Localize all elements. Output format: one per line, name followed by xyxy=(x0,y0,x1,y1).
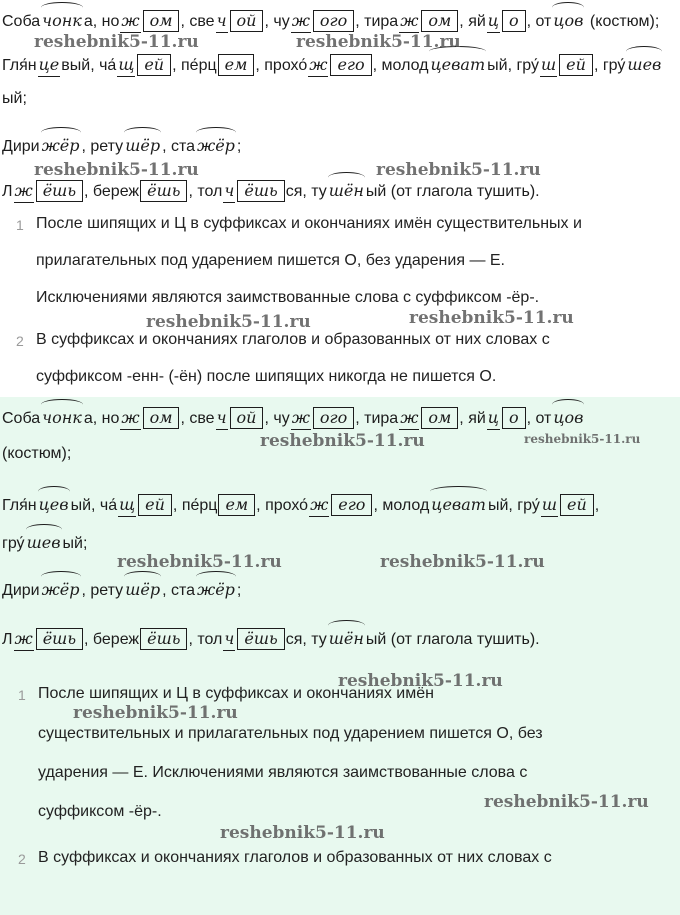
text-segment: ый, ча́ xyxy=(70,497,118,514)
morpheme-underline: ж xyxy=(399,407,419,430)
text-segment: ся, ту xyxy=(285,183,327,200)
example-line xyxy=(2,52,663,77)
morpheme-underline: щ xyxy=(118,494,136,517)
text-segment: ый; xyxy=(62,535,88,552)
text-segment: вый, ча́ xyxy=(61,57,117,74)
suffix-arc-mark xyxy=(124,571,161,582)
ending-box: ом xyxy=(421,407,458,429)
text-segment: , гру́ xyxy=(593,57,626,74)
suffix-arc-mark xyxy=(196,127,236,138)
suffix-arc-mark xyxy=(41,399,83,410)
morpheme-underline: ц xyxy=(487,10,500,33)
text-segment: , молод xyxy=(373,497,430,514)
text-segment: ый; xyxy=(2,90,27,107)
text-segment: , све xyxy=(180,13,215,30)
text-segment: ; xyxy=(236,138,242,155)
text-segment: , ста xyxy=(162,138,195,155)
ending-box: ей xyxy=(137,54,171,76)
text-segment: Соба xyxy=(2,410,41,427)
watermark: reshebnik5-11.ru xyxy=(338,671,503,691)
text-segment: ый (от глагола тушить). xyxy=(365,631,540,648)
rule-text: ударения — Е. Исключениями являются заимствованные слова с xyxy=(38,764,528,781)
text-segment: , тира xyxy=(355,13,399,30)
text-segment: Дири xyxy=(2,138,40,155)
text-segment: гру́ xyxy=(2,535,25,552)
ending-box: ёшь xyxy=(36,628,83,650)
morpheme-underline: ч xyxy=(216,407,228,430)
suffix-arc: шён xyxy=(328,626,365,650)
text-segment: ый, гру́ xyxy=(487,497,540,514)
text-segment: (костюм); xyxy=(2,445,72,462)
answer-section-1 xyxy=(0,0,680,397)
rule-text: прилагательных под ударением пишется О, без ударения — Е. xyxy=(36,252,505,269)
ending-box: ого xyxy=(313,407,354,429)
ending-box: ёшь xyxy=(140,180,187,202)
text-segment: Л xyxy=(2,183,13,200)
suffix-arc: цов xyxy=(552,8,584,32)
example-line xyxy=(2,178,540,203)
text-segment: , береж xyxy=(84,631,140,648)
ending-box: ом xyxy=(143,10,180,32)
text-segment: , пе́рц xyxy=(172,57,217,74)
watermark: reshebnik5-11.ru xyxy=(376,160,541,180)
suffix-arc: жёр xyxy=(196,133,236,157)
text-segment: , чу xyxy=(264,410,290,427)
morpheme-underline: ж xyxy=(291,10,311,33)
rule-text: В суффиксах и окончаниях глаголов и образованных от них словах с xyxy=(36,331,550,348)
rule-number: 1 xyxy=(18,687,26,703)
answer-section-2 xyxy=(0,397,680,915)
suffix-arc: шёр xyxy=(124,577,161,601)
morpheme-underline: ц xyxy=(487,407,500,430)
suffix-arc: чонк xyxy=(41,405,83,429)
morpheme-underline: це xyxy=(38,54,61,77)
text-segment: , яй xyxy=(459,410,486,427)
rule-number: 2 xyxy=(16,333,24,349)
ending-box: его xyxy=(331,494,372,516)
morpheme-underline: ч xyxy=(223,180,235,203)
watermark: reshebnik5-11.ru xyxy=(409,308,574,328)
example-line xyxy=(2,405,585,430)
morpheme-underline: ж xyxy=(120,407,140,430)
text-segment: , молод xyxy=(372,57,429,74)
ending-box: ей xyxy=(560,494,594,516)
morpheme-underline: ж xyxy=(120,10,140,33)
text-segment: , чу xyxy=(264,13,290,30)
text-segment: Соба xyxy=(2,13,41,30)
morpheme-underline: ж xyxy=(291,407,311,430)
suffix-arc: цев xyxy=(38,492,70,516)
suffix-arc-mark xyxy=(41,571,81,582)
morpheme-underline: ч xyxy=(216,10,228,33)
ending-box: ой xyxy=(230,10,264,32)
watermark: reshebnik5-11.ru xyxy=(117,552,282,572)
text-segment: Гля́н xyxy=(2,497,37,514)
ending-box: ом xyxy=(143,407,180,429)
ending-box: ого xyxy=(313,10,354,32)
text-segment: , све xyxy=(180,410,215,427)
ending-box: его xyxy=(330,54,371,76)
suffix-arc-mark xyxy=(38,486,70,497)
watermark: reshebnik5-11.ru xyxy=(220,823,385,843)
watermark: reshebnik5-11.ru xyxy=(34,32,199,52)
rule-text: существительных и прилагательных под ударением пишется О, без xyxy=(38,725,543,742)
ending-box: ем xyxy=(218,494,255,516)
example-line xyxy=(2,492,599,517)
ending-box: ем xyxy=(218,54,255,76)
ending-box: ёшь xyxy=(237,180,284,202)
example-line xyxy=(2,443,71,465)
ending-box: о xyxy=(502,407,526,429)
text-segment: , пе́рц xyxy=(172,497,218,514)
watermark: reshebnik5-11.ru xyxy=(524,432,641,446)
text-segment: ый, гру́ xyxy=(487,57,540,74)
suffix-arc-mark xyxy=(196,571,236,582)
example-line xyxy=(2,8,659,33)
suffix-arc-mark xyxy=(552,2,584,13)
morpheme-underline: ш xyxy=(541,494,558,517)
text-segment: ; xyxy=(236,582,242,599)
morpheme-underline: ч xyxy=(223,628,235,651)
suffix-arc: шён xyxy=(328,178,365,202)
suffix-arc-mark xyxy=(430,486,487,497)
text-segment: ся, ту xyxy=(285,631,327,648)
suffix-arc-mark xyxy=(328,620,365,631)
text-segment: , от xyxy=(526,410,552,427)
text-segment: , рету xyxy=(81,582,124,599)
suffix-arc-mark xyxy=(26,524,62,535)
text-segment: , тол xyxy=(188,631,223,648)
suffix-arc: жёр xyxy=(196,577,236,601)
watermark: reshebnik5-11.ru xyxy=(484,792,649,812)
watermark: reshebnik5-11.ru xyxy=(34,160,199,180)
example-line xyxy=(2,88,27,110)
suffix-arc: шев xyxy=(626,52,662,76)
suffix-arc: шев xyxy=(26,530,62,554)
ending-box: ёшь xyxy=(36,180,83,202)
watermark: reshebnik5-11.ru xyxy=(146,312,311,332)
morpheme-underline: щ xyxy=(117,54,135,77)
ending-box: ей xyxy=(138,494,172,516)
ending-box: о xyxy=(502,10,526,32)
rule-text: После шипящих и Ц в суффиксах и окончаниях имён xyxy=(38,685,434,702)
suffix-arc-mark xyxy=(124,127,161,138)
morpheme-underline: ж xyxy=(308,54,328,77)
text-segment: Гля́н xyxy=(2,57,37,74)
suffix-arc: шёр xyxy=(124,133,161,157)
ending-box: ёшь xyxy=(140,628,187,650)
suffix-arc-mark xyxy=(41,127,81,138)
text-segment: , xyxy=(594,497,600,514)
suffix-arc: цов xyxy=(552,405,584,429)
watermark: reshebnik5-11.ru xyxy=(260,431,425,451)
text-segment: , тира xyxy=(355,410,399,427)
ending-box: ой xyxy=(230,407,264,429)
text-segment: Л xyxy=(2,631,13,648)
rule-text: В суффиксах и окончаниях глаголов и образованных от них словах с xyxy=(38,849,552,866)
text-segment: , ста xyxy=(162,582,195,599)
text-segment: а, но xyxy=(83,13,120,30)
text-segment: (костюм); xyxy=(585,13,660,30)
watermark: reshebnik5-11.ru xyxy=(380,552,545,572)
suffix-arc-mark xyxy=(626,46,662,57)
morpheme-underline: ж xyxy=(14,180,34,203)
morpheme-underline: ж xyxy=(309,494,329,517)
example-line xyxy=(2,626,540,651)
example-line xyxy=(2,577,241,602)
text-segment: а, но xyxy=(83,410,120,427)
example-line xyxy=(2,530,87,555)
rule-text: Исключениями являются заимствованные слова с суффиксом -ёр-. xyxy=(36,289,540,306)
suffix-arc: цеват xyxy=(430,492,487,516)
suffix-arc: жёр xyxy=(41,577,81,601)
ending-box: ей xyxy=(559,54,593,76)
example-line xyxy=(2,133,241,158)
text-segment: , тол xyxy=(188,183,223,200)
text-segment: , прохо́ xyxy=(256,497,309,514)
ending-box: ом xyxy=(421,10,458,32)
rule-text: После шипящих и Ц в суффиксах и окончаниях имён существительных и xyxy=(36,215,582,232)
rule-text: суффиксом -енн- (-ён) после шипящих никогда не пишется О. xyxy=(36,368,497,385)
rule-number: 2 xyxy=(18,851,26,867)
suffix-arc-mark xyxy=(328,172,365,183)
text-segment: , прохо́ xyxy=(255,57,308,74)
suffix-arc-mark xyxy=(41,2,83,13)
suffix-arc-mark xyxy=(552,399,584,410)
morpheme-underline: ж xyxy=(399,10,419,33)
ending-box: ёшь xyxy=(237,628,284,650)
morpheme-underline: ж xyxy=(14,628,34,651)
text-segment: Дири xyxy=(2,582,40,599)
text-segment: ый (от глагола тушить). xyxy=(365,183,540,200)
text-segment: , яй xyxy=(459,13,486,30)
text-segment: , рету xyxy=(81,138,124,155)
rule-number: 1 xyxy=(16,217,24,233)
watermark: reshebnik5-11.ru xyxy=(296,32,461,52)
rule-text: суффиксом -ёр-. xyxy=(38,803,162,820)
text-segment: , береж xyxy=(84,183,140,200)
morpheme-underline: ш xyxy=(540,54,557,77)
watermark: reshebnik5-11.ru xyxy=(73,703,238,723)
suffix-arc: цеват xyxy=(429,52,486,76)
suffix-arc: чонк xyxy=(41,8,83,32)
text-segment: , от xyxy=(526,13,552,30)
suffix-arc: жёр xyxy=(41,133,81,157)
